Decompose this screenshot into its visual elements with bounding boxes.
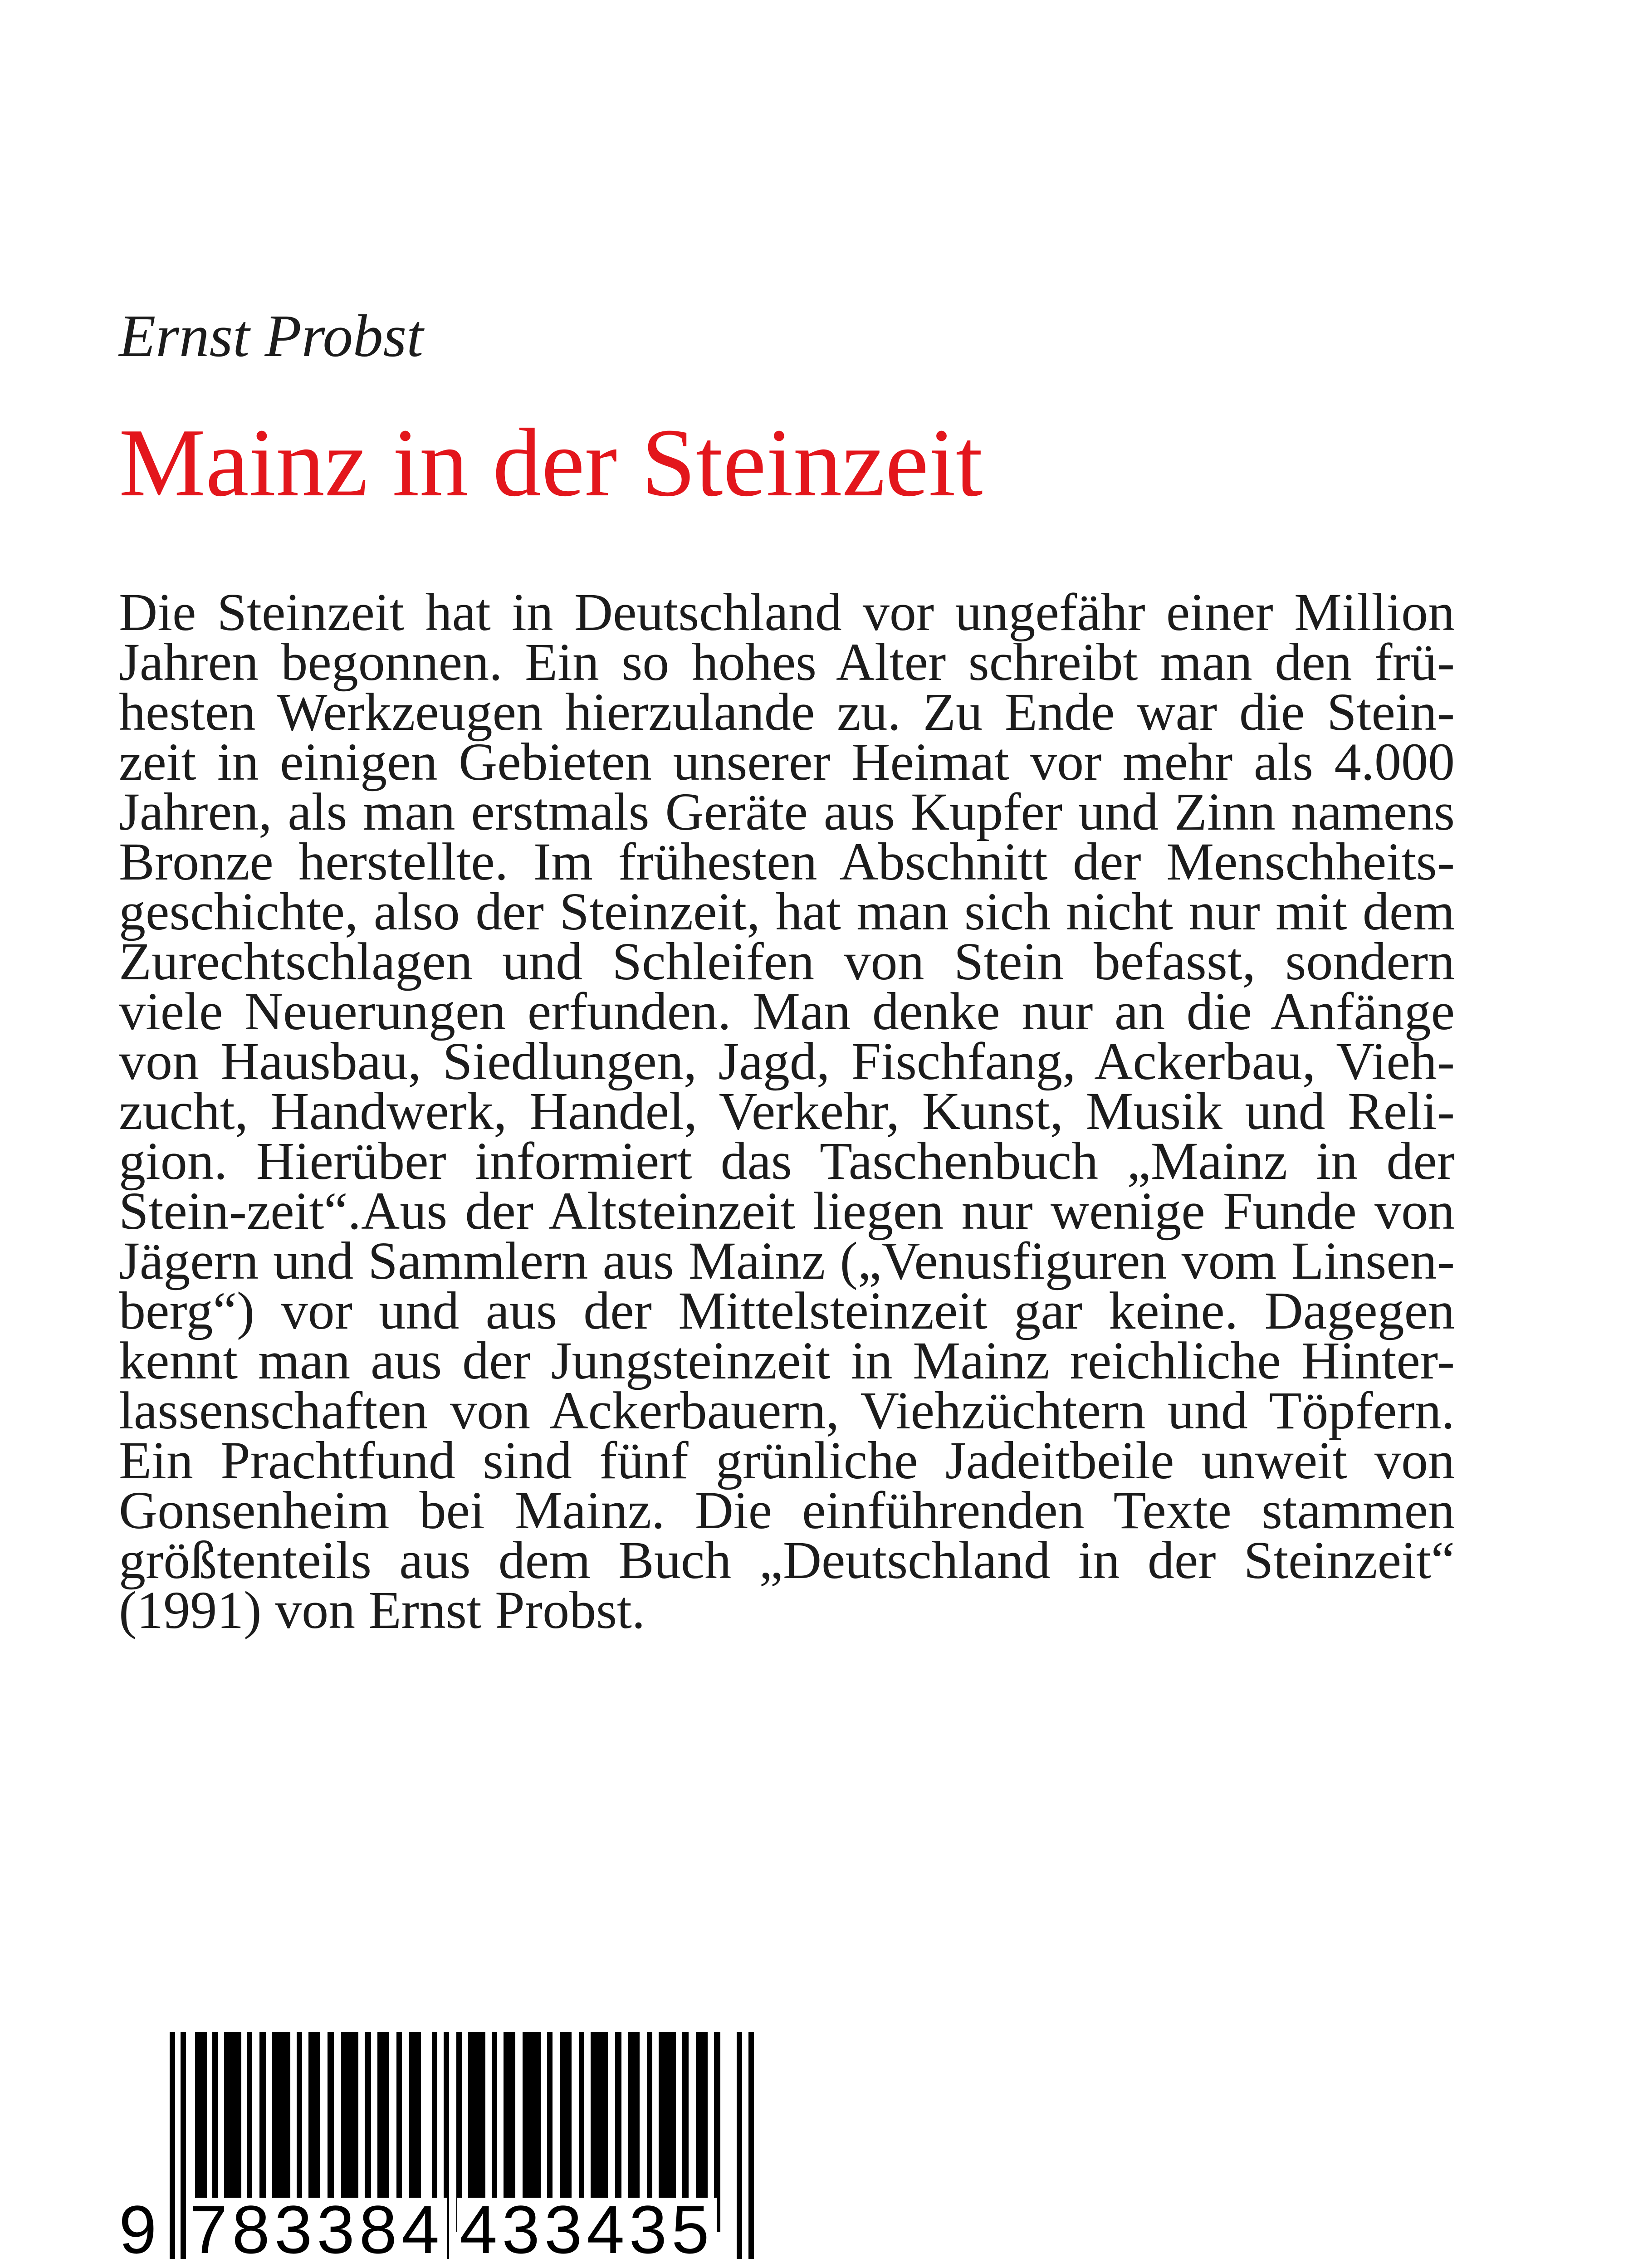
blurb-line: größtenteils aus dem Buch „Deutschland in der Steinzeit“ — [119, 1530, 1455, 1590]
blurb-line: viele Neuerungen erfunden. Man denke nur an die Anfänge — [119, 982, 1455, 1041]
blurb-line: Bronze herstellte. Im frühesten Abschnitt der Menschheits- — [119, 832, 1455, 891]
blurb-line: berg“) vor und aus der Mittelsteinzeit gar keine. Dagegen — [119, 1281, 1455, 1340]
back-cover-blurb — [119, 582, 1455, 1640]
blurb-line: (1991) von Ernst Probst. — [119, 1580, 645, 1640]
blurb-line: lassenschaften von Ackerbauern, Viehzüchtern und Töpfern. — [119, 1381, 1455, 1440]
barcode-right-digits: 433435 — [457, 2198, 717, 2261]
isbn-barcode — [119, 2032, 781, 2268]
barcode-first-digit: 9 — [119, 2198, 166, 2261]
blurb-line: kennt man aus der Jungsteinzeit in Mainz reichliche Hinter- — [119, 1331, 1455, 1390]
blurb-line: hesten Werkzeugen hierzulande zu. Zu Ende war die Stein- — [119, 682, 1455, 742]
book-title: Mainz in der Steinzeit — [119, 408, 983, 517]
blurb-line: Jahren begonnen. Ein so hohes Alter schreibt man den frü- — [119, 632, 1455, 692]
blurb-line: Stein-zeit“.Aus der Altsteinzeit liegen nur wenige Funde von — [119, 1181, 1455, 1241]
blurb-line: zucht, Handwerk, Handel, Verkehr, Kunst, Musik und Reli- — [119, 1081, 1455, 1141]
blurb-line: Jägern und Sammlern aus Mainz („Venusfiguren vom Linsen- — [119, 1231, 1455, 1290]
blurb-line: von Hausbau, Siedlungen, Jagd, Fischfang, Ackerbau, Vieh- — [119, 1031, 1455, 1091]
blurb-line: gion. Hierüber informiert das Taschenbuch „Mainz in der — [119, 1131, 1455, 1191]
author-name: Ernst Probst — [119, 302, 424, 369]
barcode-left-digits: 783384 — [187, 2198, 447, 2261]
blurb-line: Die Steinzeit hat in Deutschland vor ungefähr einer Million — [119, 582, 1455, 642]
blurb-line: Ein Prachtfund sind fünf grünliche Jadeitbeile unweit von — [119, 1431, 1455, 1490]
blurb-line: Gonsenheim bei Mainz. Die einführenden Texte stammen — [119, 1481, 1455, 1540]
blurb-line: geschichte, also der Steinzeit, hat man sich nicht nur mit dem — [119, 882, 1455, 941]
blurb-line: zeit in einigen Gebieten unserer Heimat vor mehr als 4.000 — [119, 732, 1455, 792]
blurb-line: Jahren, als man erstmals Geräte aus Kupfer und Zinn namens — [119, 782, 1455, 841]
blurb-line: Zurechtschlagen und Schleifen von Stein befasst, sondern — [119, 932, 1455, 991]
